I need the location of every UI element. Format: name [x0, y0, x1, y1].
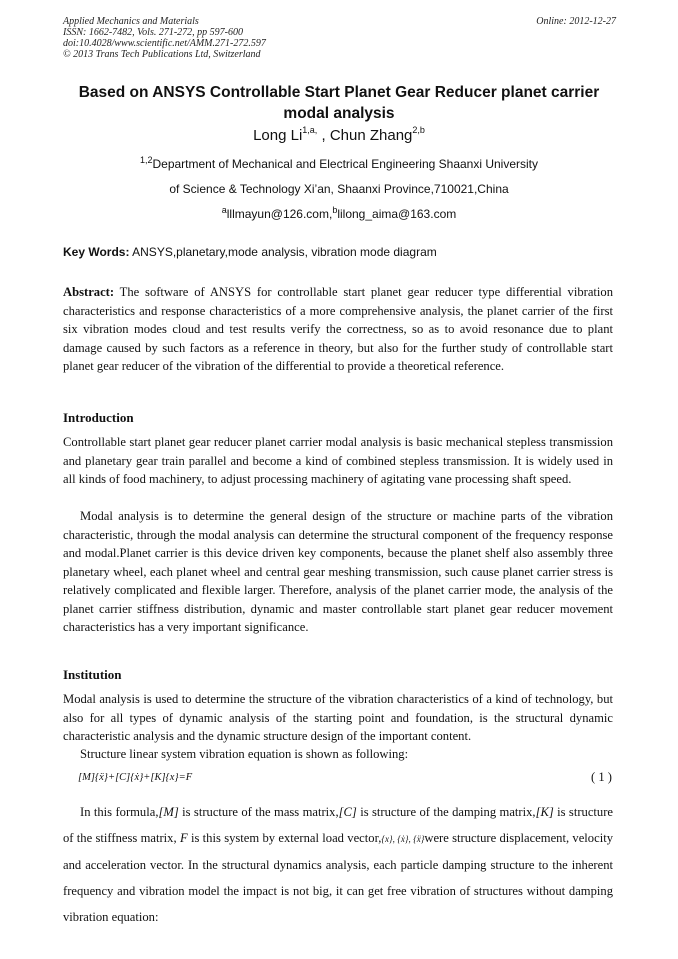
keywords-label: Key Words: [63, 245, 130, 259]
institution-heading: Institution [63, 667, 122, 682]
vector-symbols: {x}, {ẋ}, {ẍ} [381, 834, 425, 844]
institution-paragraph-2: Structure linear system vibration equation is shown as following: [80, 747, 409, 761]
abstract-label: Abstract: [63, 285, 115, 299]
p3-text-f: were structure displacement, velocity and acceleration vector. In the structural dynamics analysis, each particle damping structure to the inherent frequency and vibration model the impact is not big, it can get free vibration of structures without damping vibration equation: [63, 831, 613, 924]
keywords [63, 245, 437, 259]
institution-paragraph-1: Modal analysis is used to determine the structure of the vibration characteristics of a kind of technology, but also for all types of dynamic analysis of the starting point and foundation, is the structural dynamic characteristic analysis and the dynamic structure design of the important content. [63, 692, 613, 743]
introduction-heading: Introduction [63, 410, 134, 425]
institution-paragraph-3 [63, 799, 613, 930]
introduction-paragraph-2: Modal analysis is to determine the general design of the structure or machine parts of the vibration characteristic, through the modal analysis can determine the structural component of the frequency response and modal.Planet carrier is this device driven key components, because the planet shelf also assembly three planetary wheel, each planet wheel and central gear meshing transmission, such cause planet carrier stress is relatively complicated and flexible larger. Therefore, analysis of the planet carrier mode, the analysis of the planet carrier stiffness distribution, dynamic and master controllable start planet gear reducer movement characteristics has a very important significance. [63, 509, 613, 634]
email-a-sup: a [221, 205, 227, 215]
email-b-sup: b [332, 205, 338, 215]
p3-text-e: is this system by external load vector, [187, 831, 382, 845]
journal-name: Applied Mechanics and Materials [63, 16, 199, 27]
affiliation-text-1: Department of Mechanical and Electrical Engineering Shaanxi University [152, 157, 539, 171]
issn-line: ISSN: 1662-7482, Vols. 271-272, pp 597-600 [63, 27, 243, 38]
author-2-sup: 2,b [412, 125, 425, 135]
keywords-text: ANSYS,planetary,mode analysis, vibration mode diagram [129, 245, 437, 259]
p3-text-b: is structure of the mass matrix, [178, 805, 339, 819]
affiliation-sup: 1,2 [139, 155, 153, 165]
load-vector-symbol: F [179, 831, 188, 845]
paper-title [50, 82, 628, 124]
p3-text-d: is structure of the stiffness matrix, [63, 805, 613, 845]
doi-line[interactable]: doi:10.4028/www.scientific.net/AMM.271-272.597 [63, 38, 266, 49]
journal-header [63, 16, 266, 60]
abstract-text: The software of ANSYS for controllable start planet gear reducer type differential vibration characteristics and response characteristics of a more comprehensive analysis, the planet carrier of the first six vibration modes cloud and test results verify the correctness, so as to avoid resonance due to plant damage caused by such factors as a reference in theory, but also for the further study of controllable start planet gear reducer of the vibration of the differential to provide a theoretical reference. [63, 285, 613, 373]
introduction-paragraph-1: Controllable start planet gear reducer planet carrier modal analysis is basic mechanical stepless transmission and planetary gear train parallel and become a kind of combined stepless transmission. It is widely used in all kinds of food machinery, to adjust processing machinery of agitating vane processing shaft speed. [63, 435, 613, 486]
p3-text-c: is structure of the damping matrix, [356, 805, 536, 819]
affiliation-line-1 [0, 157, 678, 171]
affiliation-line-2: of Science & Technology Xi’an, Shaanxi Province,710021,China [169, 182, 509, 196]
equation-number: ( 1 ) [591, 770, 612, 784]
author-2: Chun Zhang [329, 127, 413, 144]
online-date: Online: 2012-12-27 [536, 16, 616, 27]
email-b[interactable]: lilong_aima@163.com [337, 207, 457, 221]
title-line-2: modal analysis [283, 105, 395, 122]
author-1-sup: 1,a, [302, 125, 318, 135]
authors-line [0, 127, 678, 144]
author-separator: , [317, 127, 330, 144]
copyright-line: © 2013 Trans Tech Publications Ltd, Switzerland [63, 49, 261, 60]
title-line-1: Based on ANSYS Controllable Start Planet Gear Reducer planet carrier [78, 84, 600, 101]
stiffness-matrix-symbol: [K] [535, 805, 554, 819]
author-1: Long Li [253, 127, 303, 144]
abstract [63, 283, 613, 376]
vibration-equation: [M]{ẍ}+[C]{ẋ}+[K]{x}=F [78, 772, 193, 783]
email-a[interactable]: lllmayun@126.com, [226, 207, 333, 221]
p3-text-a: In this formula, [80, 805, 159, 819]
mass-matrix-symbol: [M] [158, 805, 179, 819]
damping-matrix-symbol: [C] [338, 805, 357, 819]
email-line [0, 207, 678, 221]
